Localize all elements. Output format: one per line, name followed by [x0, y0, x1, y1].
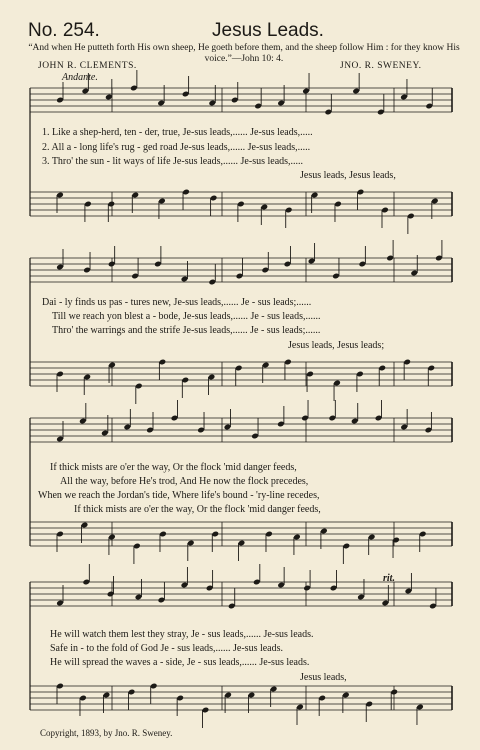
tempo-marking: Andante. [62, 72, 98, 83]
system1-bass-words: Jesus leads, Jesus leads, [300, 170, 396, 181]
system4-verse3: He will spread the waves a - side, Je - sus leads,...... Je-sus leads. [50, 657, 310, 668]
system3-bass-words: If thick mists are o'er the way, Or the flock 'mid danger feeds, [74, 504, 321, 515]
system2-verse2: Till we reach yon blest a - bode, Je-sus leads,...... Je - sus leads,...... [52, 311, 321, 322]
system1-verse1: 1. Like a shep-herd, ten - der, true, Je-sus leads,...... Je-sus leads,..... [42, 127, 313, 138]
system4-bass-words: Jesus leads, [300, 672, 347, 683]
system3-verse1: If thick mists are o'er the way, Or the flock 'mid danger feeds, [50, 462, 297, 473]
copyright-line: Copyright, 1893, by Jno. R. Sweney. [40, 728, 173, 738]
hymn-number: No. 254. [28, 20, 100, 41]
scripture-quote: “And when He putteth forth His own sheep, He goeth before them, and the sheep follow Him : for they know His voice.”—John 10: 4. [28, 43, 460, 64]
composer: JNO. R. SWENEY. [340, 61, 422, 71]
system1-verse2: 2. All a - long life's rug - ged road Je-sus leads,...... Je-sus leads,..... [42, 142, 311, 153]
system4-verse1: He will watch them lest they stray, Je - sus leads,...... Je-sus leads. [50, 629, 314, 640]
system1-verse3: 3. Thro' the sun - lit ways of life Je-sus leads,...... Je-sus leads,..... [42, 156, 304, 167]
system3-verse3: When we reach the Jordan's tide, Where life's bound - 'ry-line recedes, [38, 490, 320, 501]
hymn-title: Jesus Leads. [212, 20, 324, 41]
system2-verse3: Thro' the warrings and the strife Je-sus leads,...... Je - sus leads;...... [52, 325, 321, 336]
system4-verse2: Safe in - to the fold of God Je - sus leads,...... Je-sus leads. [50, 643, 284, 654]
system3-verse2: All the way, before He's trod, And He now the flock precedes, [60, 476, 309, 487]
system2-verse1: Dai - ly finds us pas - tures new, Je-sus leads,...... Je - sus leads;...... [42, 297, 312, 308]
lyricist: JOHN R. CLEMENTS. [38, 61, 137, 71]
rit-marking: rit. [383, 573, 395, 584]
system2-bass-words: Jesus leads, Jesus leads; [288, 340, 385, 351]
